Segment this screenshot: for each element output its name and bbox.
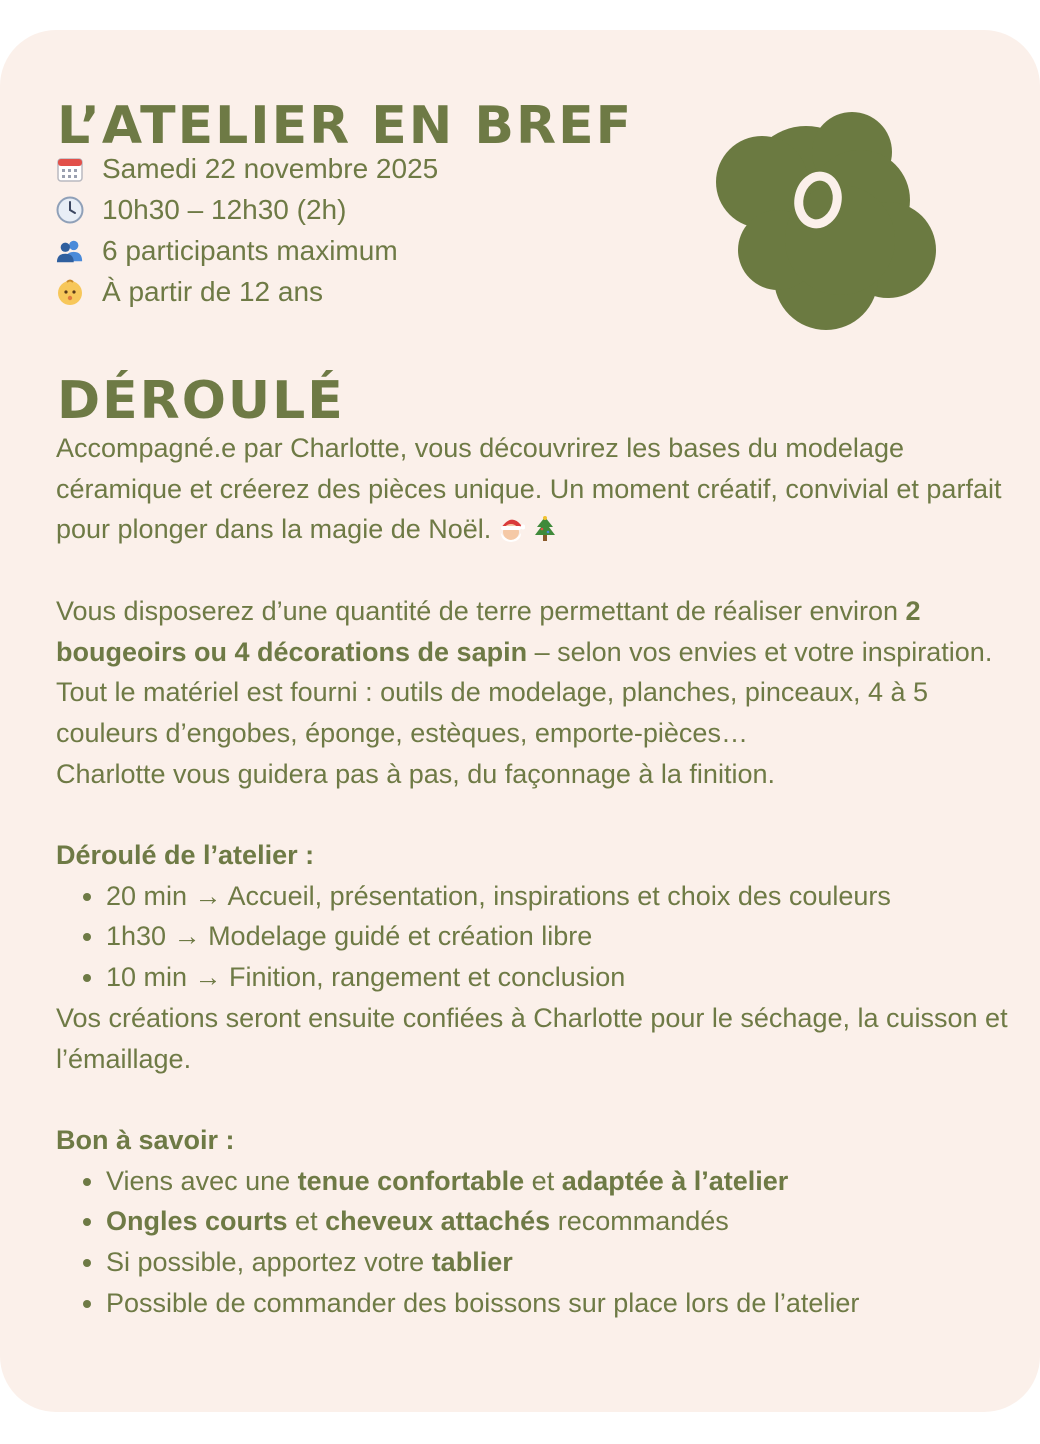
savoir-text: Si possible, apportez votre bbox=[106, 1247, 432, 1278]
savoir-title-text: Bon à savoir : bbox=[56, 1124, 235, 1155]
spacer bbox=[56, 550, 1016, 591]
savoir-item bbox=[106, 1242, 1016, 1283]
savoir-item: • Possible de commander des boissons sur place lors de l’atelier bbox=[106, 1283, 1016, 1324]
savoir-title bbox=[56, 1120, 1016, 1161]
clock-icon bbox=[56, 196, 84, 224]
description bbox=[56, 428, 1016, 1323]
material-paragraph-1 bbox=[56, 591, 1016, 672]
savoir-text: et bbox=[524, 1165, 562, 1196]
programme-title-text: Déroulé de l’atelier : bbox=[56, 840, 315, 870]
programme-list bbox=[56, 876, 1016, 998]
savoir-item bbox=[106, 1161, 1016, 1202]
spacer bbox=[56, 1079, 1016, 1120]
material-paragraph-2: Tout le matériel est fourni : outils de modelage, planches, pinceaux, 4 à 5 couleurs d’engobes, éponge, estèques, emporte-pièces… bbox=[56, 677, 929, 748]
savoir-item bbox=[106, 1201, 1016, 1242]
section-title-deroule: DÉROULÉ bbox=[57, 371, 345, 431]
baby-icon bbox=[56, 278, 84, 306]
savoir-text: recommandés bbox=[550, 1206, 729, 1237]
savoir-text: Viens avec une bbox=[106, 1165, 298, 1196]
material-highlight: 2 bougeoirs ou 4 décorations de sapin bbox=[56, 595, 921, 667]
info-time bbox=[56, 189, 438, 230]
programme-after: Vos créations seront ensuite confiées à Charlotte pour le séchage, la cuisson et l’émaillage. bbox=[56, 1002, 1008, 1074]
spacer bbox=[56, 794, 1016, 835]
savoir-bold: tenue confortable bbox=[297, 1165, 525, 1196]
intro-text: Accompagné.e par Charlotte, vous découvrirez les bases du modelage céramique et créerez des pièces unique. Un moment créatif, convivial et parfait pour plonger dans la magie de Noël. bbox=[56, 433, 1002, 545]
savoir-bold: tablier bbox=[431, 1247, 513, 1278]
info-time-text: 10h30 – 12h30 (2h) bbox=[102, 193, 347, 225]
info-date bbox=[56, 148, 438, 189]
material-text-1a: Vous disposerez d’une quantité de terre permettant de réaliser environ bbox=[56, 595, 906, 626]
savoir-text: et bbox=[287, 1206, 326, 1237]
savoir-bold: cheveux attachés bbox=[325, 1206, 551, 1237]
calendar-icon bbox=[56, 155, 84, 183]
people-icon bbox=[56, 237, 84, 265]
intro-paragraph bbox=[56, 428, 1016, 550]
programme-item: • 10 min → Finition, rangement et conclusion bbox=[106, 957, 1016, 998]
christmas-tree-icon bbox=[531, 514, 559, 542]
info-card bbox=[0, 30, 1040, 1412]
info-participants-text: 6 participants maximum bbox=[102, 234, 398, 266]
savoir-bold: adaptée à l’atelier bbox=[561, 1165, 789, 1196]
programme-item: • 20 min → Accueil, présentation, inspirations et choix des couleurs bbox=[106, 876, 1016, 917]
info-age-text: À partir de 12 ans bbox=[102, 275, 324, 307]
info-participants bbox=[56, 230, 438, 271]
flower-logo-icon bbox=[710, 100, 942, 332]
programme-item: • 1h30 → Modelage guidé et création libre bbox=[106, 916, 1016, 957]
savoir-list bbox=[56, 1161, 1016, 1324]
savoir-bold: Ongles courts bbox=[106, 1206, 288, 1237]
info-date-text: Samedi 22 novembre 2025 bbox=[102, 152, 439, 184]
info-age bbox=[56, 271, 438, 312]
material-text-1b: – selon vos envies et votre inspiration. bbox=[527, 636, 993, 667]
santa-icon bbox=[497, 514, 525, 542]
programme-title bbox=[56, 835, 1016, 876]
info-list bbox=[56, 148, 438, 312]
section-title-bref: L’ATELIER EN BREF bbox=[57, 96, 634, 156]
material-paragraph-3: Charlotte vous guidera pas à pas, du façonnage à la finition. bbox=[56, 758, 775, 789]
